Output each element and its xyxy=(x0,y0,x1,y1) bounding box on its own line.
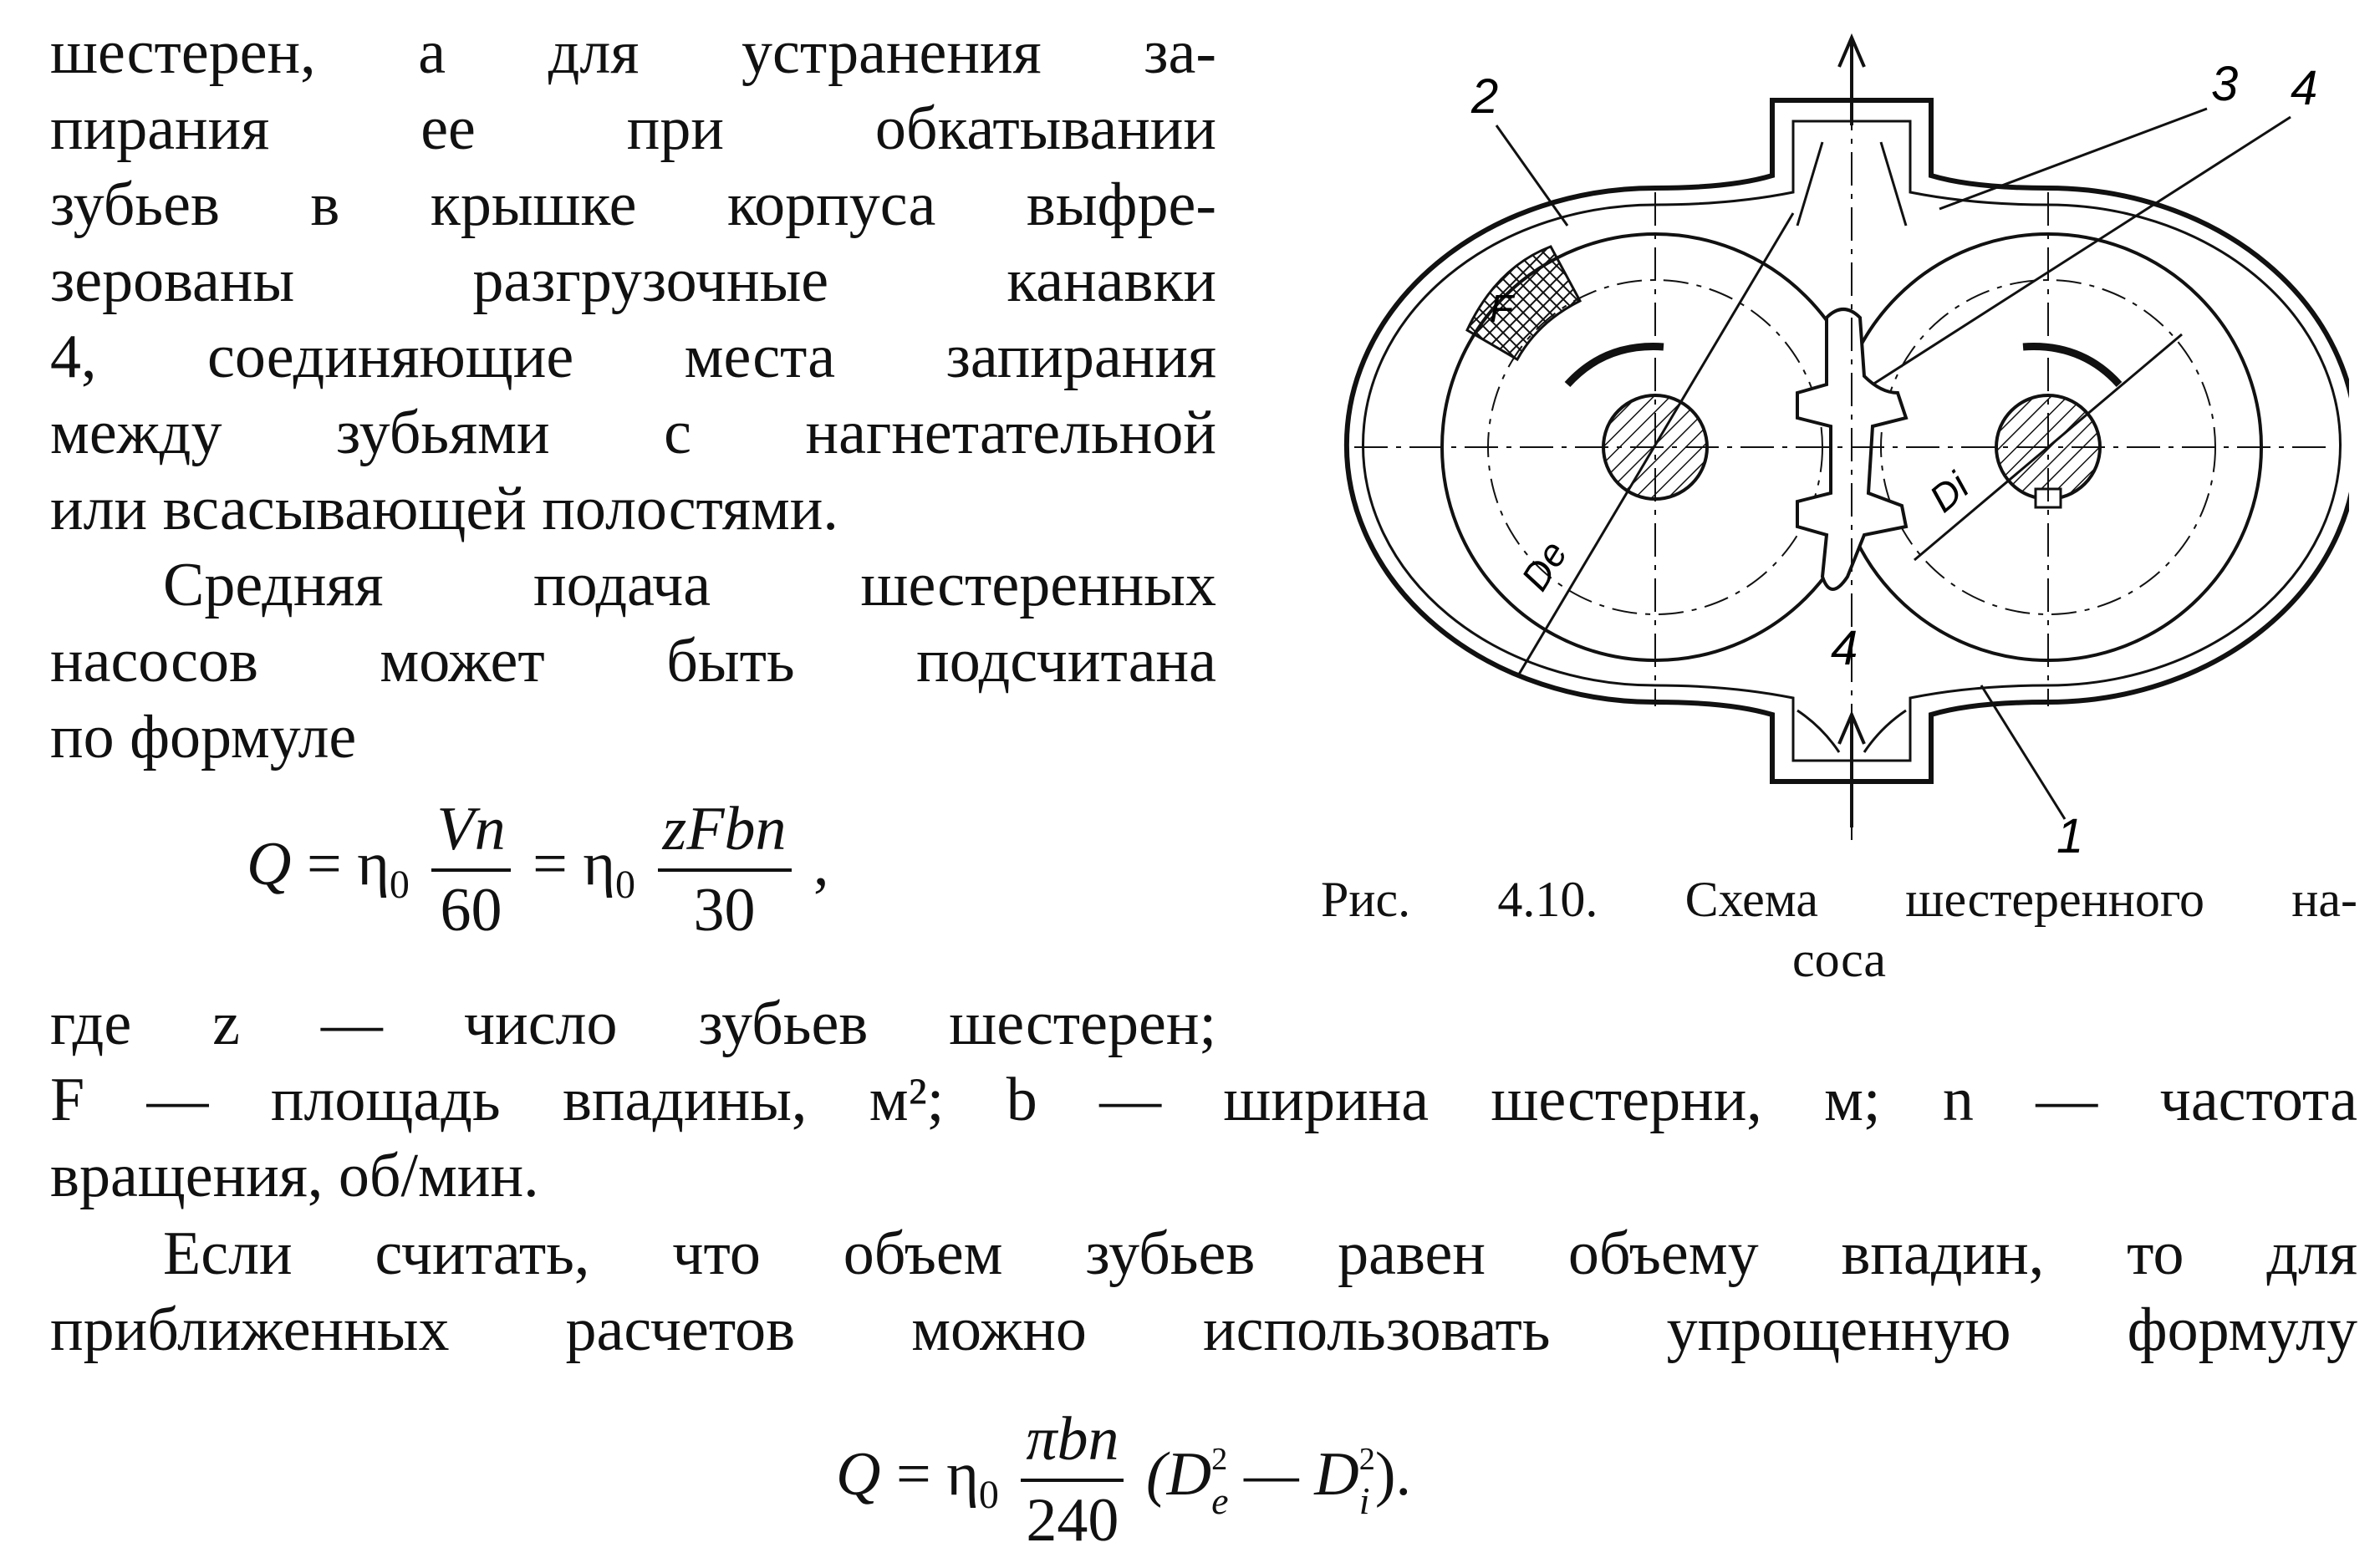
formula-subscript: e xyxy=(1211,1479,1229,1522)
formula-superscript: 2 xyxy=(1358,1442,1375,1477)
flow-arrow xyxy=(1797,710,1839,752)
formula-symbol: Q xyxy=(836,1439,881,1509)
label-2: 2 xyxy=(1471,69,1499,124)
text-line: вращения, об/мин. xyxy=(50,1142,539,1210)
label-1: 1 xyxy=(2056,809,2084,861)
left-column-text xyxy=(50,15,1216,776)
text-line: 4, соединяющие места запирания xyxy=(50,323,1216,391)
flow-arrow xyxy=(1881,142,1906,226)
label-4-top: 4 xyxy=(2291,61,2318,115)
formula-subscript: i xyxy=(1358,1479,1370,1522)
formula-term: (D xyxy=(1145,1439,1212,1509)
text-line: шестерен, а для устранения за- xyxy=(50,18,1216,87)
tooth-space-area xyxy=(1467,247,1580,359)
text-line: по формуле xyxy=(50,703,357,771)
leader-line-1 xyxy=(1981,685,2065,819)
text-line: или всасывающей полостями. xyxy=(50,475,838,543)
formula-simplified xyxy=(836,1404,1411,1556)
fraction-numerator: Vn xyxy=(431,794,510,872)
text-line: зерованы разгрузочные канавки xyxy=(50,247,1216,315)
formula-subscript: 0 xyxy=(978,1472,999,1517)
formula-operator: = xyxy=(306,829,342,899)
leader-line-3 xyxy=(1939,109,2207,209)
text-line: F — площадь впадины, м²; b — ширина шестерни, м; n — частота xyxy=(50,1066,2357,1134)
formula-symbol: Q xyxy=(247,829,292,899)
formula-symbol: η xyxy=(946,1439,979,1509)
label-F: F xyxy=(1490,287,1514,330)
outlet-arrow xyxy=(1839,38,1864,125)
label-Di: Di xyxy=(1921,463,1977,521)
formula-operator: = xyxy=(533,829,568,899)
text-line: пирания ее при обкатывании xyxy=(50,94,1216,163)
label-3: 3 xyxy=(2211,57,2239,111)
text-line: Если считать, что объем зубьев равен объему впадин, то для xyxy=(163,1219,2357,1288)
inlet-arrow xyxy=(1839,715,1864,827)
flow-arrow xyxy=(1797,142,1822,226)
label-4-bottom: 4 xyxy=(1831,621,1858,675)
formula-punctuation: ). xyxy=(1374,1439,1412,1509)
formula-fraction xyxy=(431,794,510,946)
fraction-numerator: πbn xyxy=(1021,1404,1124,1482)
flow-arrow xyxy=(1864,710,1906,752)
formula-subscript: 0 xyxy=(389,862,410,907)
formula-feed-rate xyxy=(247,794,829,946)
fraction-numerator: zFbn xyxy=(658,794,792,872)
text-line: насосов может быть подсчитана xyxy=(50,627,1216,695)
figure-caption xyxy=(1321,869,2357,990)
fraction-denominator: 60 xyxy=(440,876,502,944)
text-line: между зубьями с нагнетательной xyxy=(50,399,1216,467)
text-line: Средняя подача шестеренных xyxy=(163,551,1216,619)
gear-pump-diagram xyxy=(1329,25,2349,861)
text-line: где z — число зубьев шестерен; xyxy=(50,990,1216,1058)
variable-definitions xyxy=(50,986,2357,1214)
formula-subscript: 0 xyxy=(615,862,636,907)
formula-fraction xyxy=(1021,1404,1124,1556)
formula-term: — D xyxy=(1228,1439,1359,1509)
formula-superscript: 2 xyxy=(1211,1442,1228,1477)
leader-line-4a xyxy=(1873,117,2291,384)
formula-fraction xyxy=(658,794,792,946)
rotation-arrow-left xyxy=(1567,347,1664,384)
formula-symbol: η xyxy=(583,829,616,899)
bottom-paragraph xyxy=(50,1216,2357,1368)
fraction-denominator: 30 xyxy=(693,876,756,944)
fraction-denominator: 240 xyxy=(1026,1486,1119,1555)
text-line: зубьев в крышке корпуса выфре- xyxy=(50,171,1216,239)
text-line: приближенных расчетов можно использовать упрощенную формулу xyxy=(50,1296,2357,1364)
caption-line: Рис. 4.10. Схема шестеренного на- xyxy=(1321,872,2357,927)
formula-operator: = xyxy=(895,1439,931,1509)
rotation-arrow-right xyxy=(2023,347,2119,384)
label-De: De xyxy=(1512,532,1576,598)
formula-punctuation: , xyxy=(813,829,829,899)
caption-line: соса xyxy=(1791,932,1887,987)
formula-symbol: η xyxy=(357,829,390,899)
